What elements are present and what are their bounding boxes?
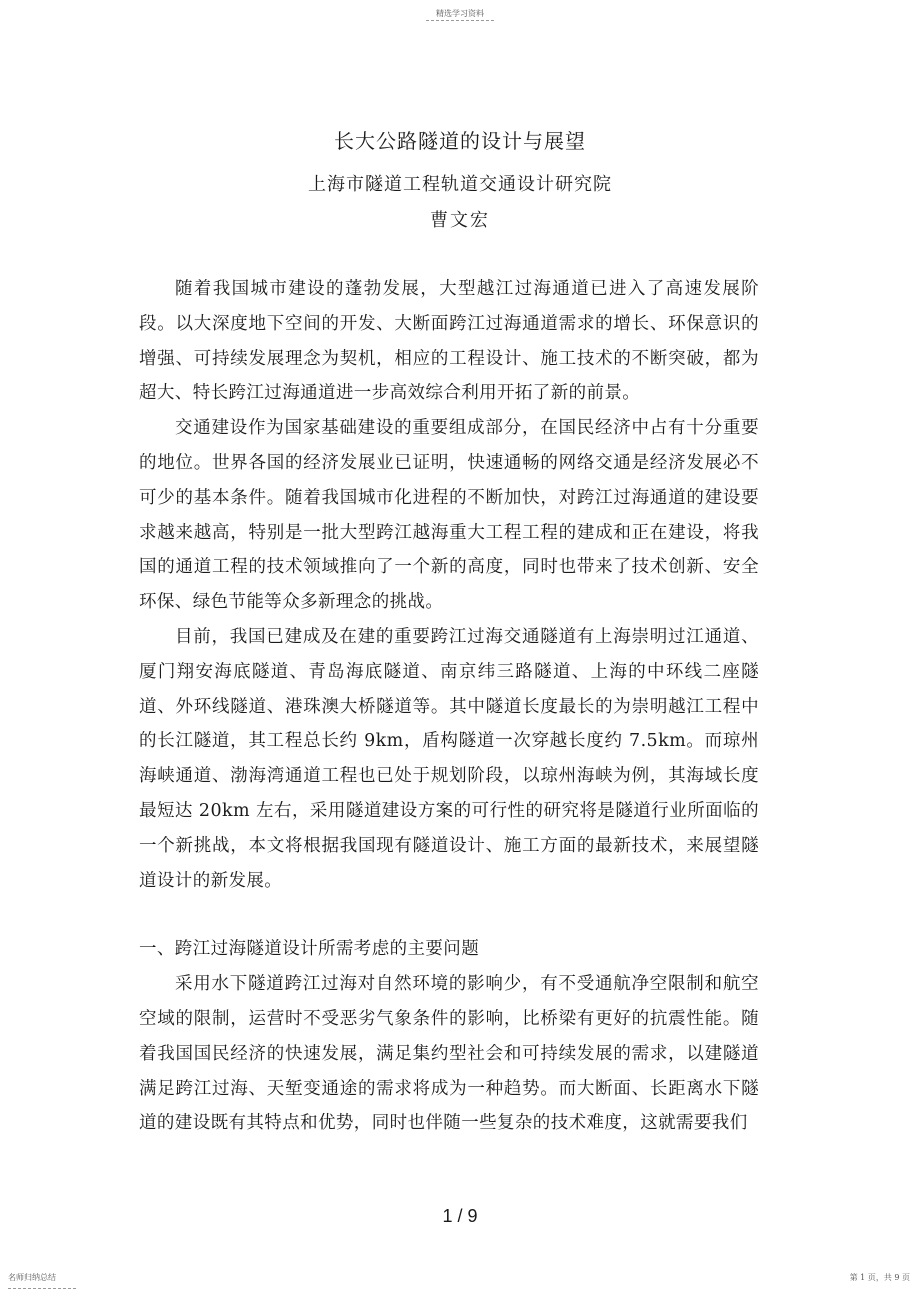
document-title: 长大公路隧道的设计与展望 — [334, 129, 586, 153]
paragraph-section-1: 采用水下隧道跨江过海对自然环境的影响少，有不受通航净空限制和航空空域的限制，运营时不受恶劣气象条件的影响，比桥梁有更好的抗震性能。随着我国国民经济的快速发展，满足集约型社会和可持续发展的需求，以建隧道满足跨江过海、天堑变通途的需求将成为一种趋势。而大断面、长距离水下隧道的建设既有其特点和优势，同时也伴随一些复杂的技术难度，这就需要我们 — [139, 974, 759, 1134]
header-note: 精选学习资料 — [436, 9, 484, 18]
footer-left-note: 名师归纳总结 — [8, 1273, 56, 1282]
page-number: 1 / 9 — [442, 1206, 478, 1226]
paragraph-intro: 随着我国城市建设的蓬勃发展，大型越江过海通道已进入了高速发展阶段。以大深度地下空间的开发、大断面跨江过海通道需求的增长、环保意识的增强、可持续发展理念为契机，相应的工程设计、施工技术的不断突破，都为超大、特长跨江过海通道进一步高效综合利用开拓了新的前景。 — [139, 279, 759, 404]
header-divider — [426, 20, 494, 21]
paragraph-transport: 交通建设作为国家基础建设的重要组成部分，在国民经济中占有十分重要的地位。世界各国的经济发展业已证明，快速通畅的网络交通是经济发展必不可少的基本条件。随着我国城市化进程的不断加快，对跨江过海通道的建设要求越来越高，特别是一批大型跨江越海重大工程工程的建成和正在建设，将我国的通道工程的技术领域推向了一个新的高度，同时也带来了技术创新、安全环保、绿色节能等众多新理念的挑战。 — [139, 418, 759, 613]
section-heading: 一、跨江过海隧道设计所需考虑的主要问题 — [139, 939, 480, 960]
document-author: 曹文宏 — [430, 210, 490, 231]
footer-divider — [8, 1288, 76, 1289]
paragraph-current-status: 目前，我国已建成及在建的重要跨江过海交通隧道有上海崇明过江通道、厦门翔安海底隧道、青岛海底隧道、南京纬三路隧道、上海的中环线二座隧道、外环线隧道、港珠澳大桥隧道等。其中隧道长度最长的为崇明越江工程中的长江隧道，其工程总长约 9km，盾构隧道一次穿越长度约 7.5km。而琼州海峡通道、渤海湾通道工程也已处于规划阶段，以琼州海峡为例，其海域长度最短达 20km 左右，采用隧道建设方案的可行性的研究将是隧道行业所面临的一个新挑战，本文将根据我国现有隧道设计、施工方面的最新技术，来展望隧道设计的新发展。 — [139, 626, 759, 891]
document-body — [139, 272, 759, 1141]
footer-page-count: 第 1 页，共 9 页 — [849, 1273, 910, 1282]
document-institute: 上海市隧道工程轨道交通设计研究院 — [308, 174, 612, 195]
